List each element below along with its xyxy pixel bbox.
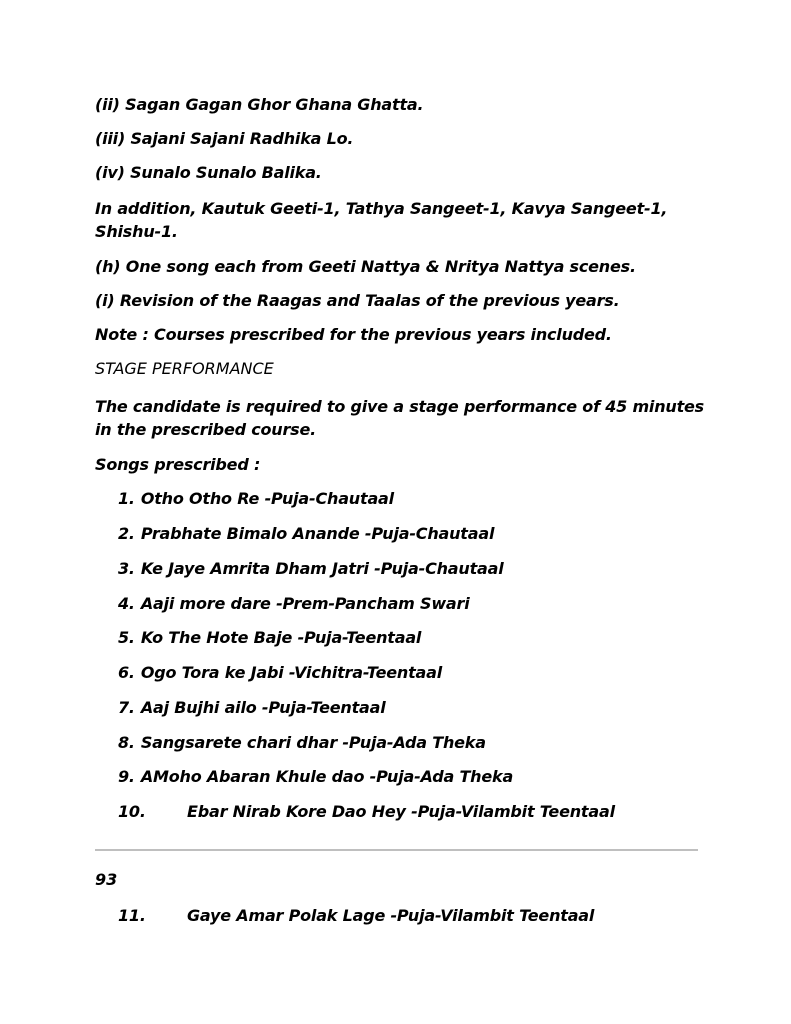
page-number: 93	[95, 870, 118, 889]
list-number: 1.	[118, 489, 135, 508]
list-item	[118, 767, 513, 787]
syllabus-line: (iv) Sunalo Sunalo Balika.	[95, 163, 322, 182]
stage-paragraph: The candidate is required to give a stage performance of 45 minutes in the prescribed course.	[95, 397, 705, 439]
list-text: Aaji more dare -Prem-Pancham Swari	[140, 594, 470, 613]
list-text: Ko The Hote Baje -Puja-Teentaal	[140, 628, 422, 647]
list-text: Prabhate Bimalo Anande -Puja-Chautaal	[140, 524, 495, 543]
list-number: 2.	[118, 524, 135, 543]
list-text: AMoho Abaran Khule dao -Puja-Ada Theka	[140, 767, 514, 786]
list-text: Aaj Bujhi ailo -Puja-Teentaal	[140, 698, 386, 717]
syllabus-line: (iii) Sajani Sajani Radhika Lo.	[95, 129, 354, 148]
list-item	[118, 489, 394, 509]
section-heading: STAGE PERFORMANCE	[95, 359, 274, 378]
songs-heading: Songs prescribed :	[95, 455, 261, 474]
list-number: 9.	[118, 767, 135, 786]
syllabus-paragraph: In addition, Kautuk Geeti-1, Tathya Sangeet-1, Kavya Sangeet-1, Shishu-1.	[95, 199, 668, 241]
list-item	[118, 733, 486, 753]
list-item	[118, 698, 386, 718]
list-number: 7.	[118, 698, 135, 717]
list-item	[118, 906, 595, 926]
list-item	[118, 594, 469, 614]
list-text: Gaye Amar Polak Lage -Puja-Vilambit Teentaal	[187, 906, 595, 925]
syllabus-line: (i) Revision of the Raagas and Taalas of the previous years.	[95, 291, 620, 310]
note-line: Note : Courses prescribed for the previous years included.	[95, 325, 612, 344]
syllabus-line: (ii) Sagan Gagan Ghor Ghana Ghatta.	[95, 95, 424, 114]
list-number: 11.	[118, 906, 146, 925]
list-item	[118, 663, 442, 683]
list-item	[118, 524, 494, 544]
page-divider	[95, 849, 698, 851]
list-item	[118, 559, 504, 579]
list-number: 3.	[118, 559, 135, 578]
list-number: 5.	[118, 628, 135, 647]
list-text: Ke Jaye Amrita Dham Jatri -Puja-Chautaal	[140, 559, 504, 578]
list-text: Ogo Tora ke Jabi -Vichitra-Teentaal	[140, 663, 443, 682]
list-text: Sangsarete chari dhar -Puja-Ada Theka	[140, 733, 486, 752]
list-number: 10.	[118, 802, 146, 821]
list-item	[118, 628, 421, 648]
list-number: 4.	[118, 594, 135, 613]
list-text: Ebar Nirab Kore Dao Hey -Puja-Vilambit Teentaal	[187, 802, 615, 821]
list-item	[118, 802, 615, 822]
list-text: Otho Otho Re -Puja-Chautaal	[140, 489, 394, 508]
list-number: 6.	[118, 663, 135, 682]
syllabus-line: (h) One song each from Geeti Nattya & Nritya Nattya scenes.	[95, 257, 636, 276]
list-number: 8.	[118, 733, 135, 752]
